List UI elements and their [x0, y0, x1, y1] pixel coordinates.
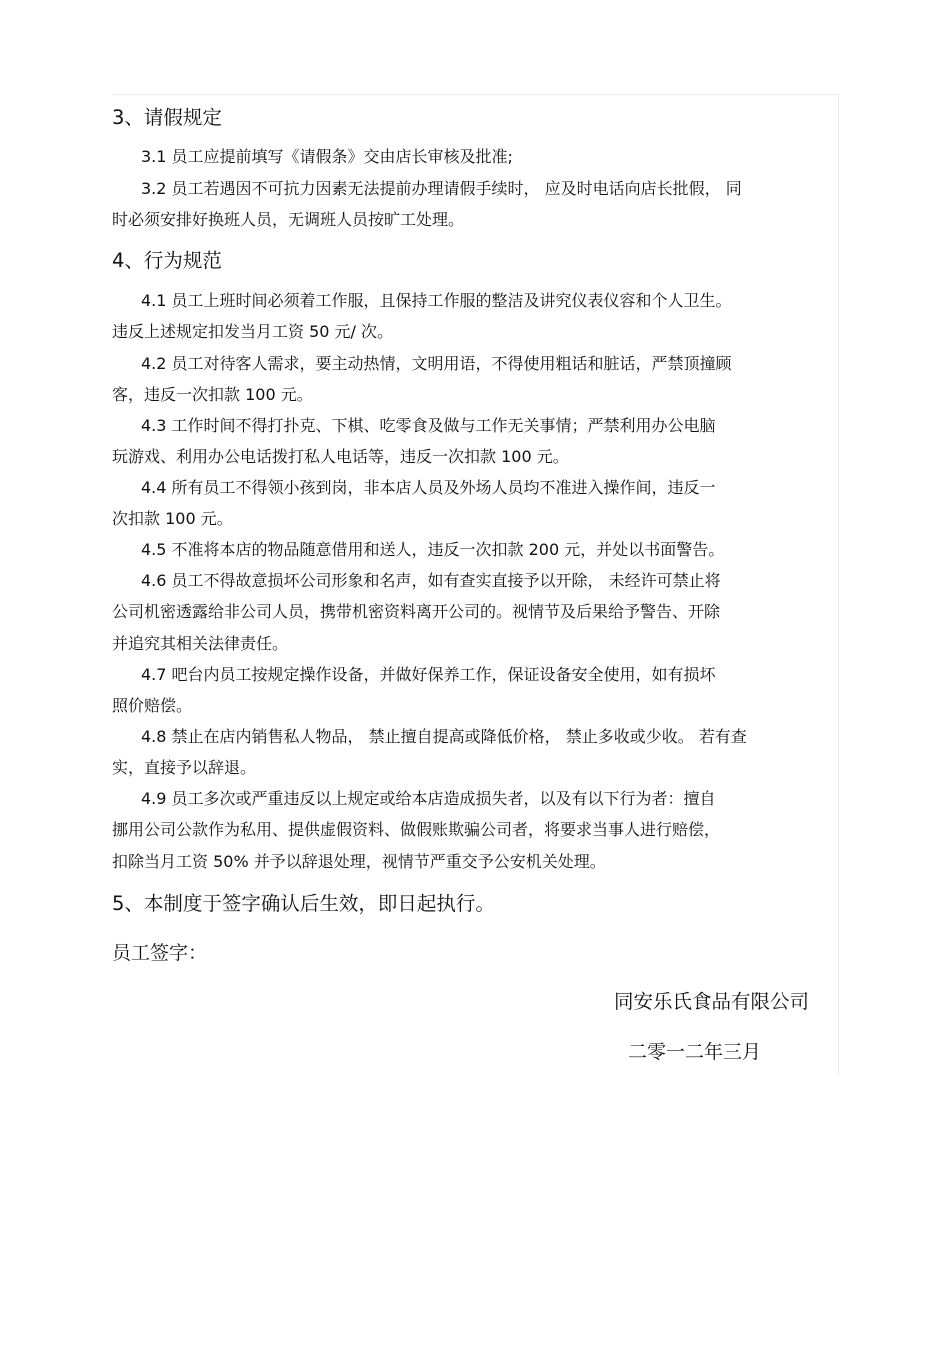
- clause-4-1-line-2: 违反上述规定扣发当月工资 50 元/ 次。: [112, 322, 394, 341]
- company-name: 同安乐氏食品有限公司: [614, 990, 810, 1013]
- clause-4-9-line-1: 4.9 员工多次或严重违反以上规定或给本店造成损失者，以及有以下行为者：擅自: [141, 789, 716, 808]
- clause-3-1: 3.1 员工应提前填写《请假条》交由店长审核及批准;: [141, 147, 513, 166]
- clause-4-5: 4.5 不准将本店的物品随意借用和送人，违反一次扣款 200 元，并处以书面警告。: [141, 540, 725, 559]
- clause-4-7-line-1: 4.7 吧台内员工按规定操作设备，并做好保养工作，保证设备安全使用，如有损坏: [141, 665, 716, 684]
- clause-4-8-line-2: 实，直接予以辞退。: [112, 758, 257, 777]
- clause-4-6-line-3: 并追究其相关法律责任。: [112, 634, 289, 653]
- clause-4-1-line-1: 4.1 员工上班时间必须着工作服，且保持工作服的整洁及讲究仪表仪容和个人卫生。: [141, 291, 732, 310]
- clause-4-7-line-2: 照价赔偿。: [112, 696, 193, 715]
- clause-4-4-line-1: 4.4 所有员工不得领小孩到岗，非本店人员及外场人员均不准进入操作间，违反一: [141, 478, 716, 497]
- clause-4-4-line-2: 次扣款 100 元。: [112, 509, 233, 528]
- clause-4-9-line-3: 扣除当月工资 50% 并予以辞退处理，视情节严重交予公安机关处理。: [112, 852, 606, 871]
- section-heading-conduct: 4、行为规范: [112, 249, 222, 272]
- document-date: 二零一二年三月: [628, 1041, 762, 1063]
- clause-4-2-line-1: 4.2 员工对待客人需求，要主动热情，文明用语，不得使用粗话和脏话，严禁顶撞顾: [141, 354, 732, 373]
- clause-4-9-line-2: 挪用公司公款作为私用、提供虚假资料、做假账欺骗公司者，将要求当事人进行赔偿，: [112, 820, 721, 839]
- section-heading-leave: 3、请假规定: [112, 106, 222, 129]
- clause-4-3-line-2: 玩游戏、利用办公电话拨打私人电话等，违反一次扣款 100 元。: [112, 447, 569, 466]
- clause-4-8-line-1: 4.8 禁止在店内销售私人物品， 禁止擅自提高或降低价格， 禁止多收或少收。 若有查: [141, 727, 747, 746]
- clause-3-2-line-1: 3.2 员工若遇因不可抗力因素无法提前办理请假手续时， 应及时电话向店长批假， 同: [141, 179, 742, 198]
- clause-3-2-line-2: 时必须安排好换班人员，无调班人员按旷工处理。: [112, 210, 465, 229]
- section-heading-effective: 5、本制度于签字确认后生效，即日起执行。: [112, 892, 495, 915]
- clause-4-6-line-1: 4.6 员工不得故意损坏公司形象和名声，如有查实直接予以开除， 未经许可禁止将: [141, 571, 721, 590]
- clause-4-3-line-1: 4.3 工作时间不得打扑克、下棋、吃零食及做与工作无关事情；严禁利用办公电脑: [141, 416, 716, 435]
- employee-signature-label: 员工签字：: [112, 942, 208, 964]
- clause-4-2-line-2: 客，违反一次扣款 100 元。: [112, 385, 313, 404]
- clause-4-6-line-2: 公司机密透露给非公司人员，携带机密资料离开公司的。视情节及后果给予警告、开除: [112, 602, 721, 621]
